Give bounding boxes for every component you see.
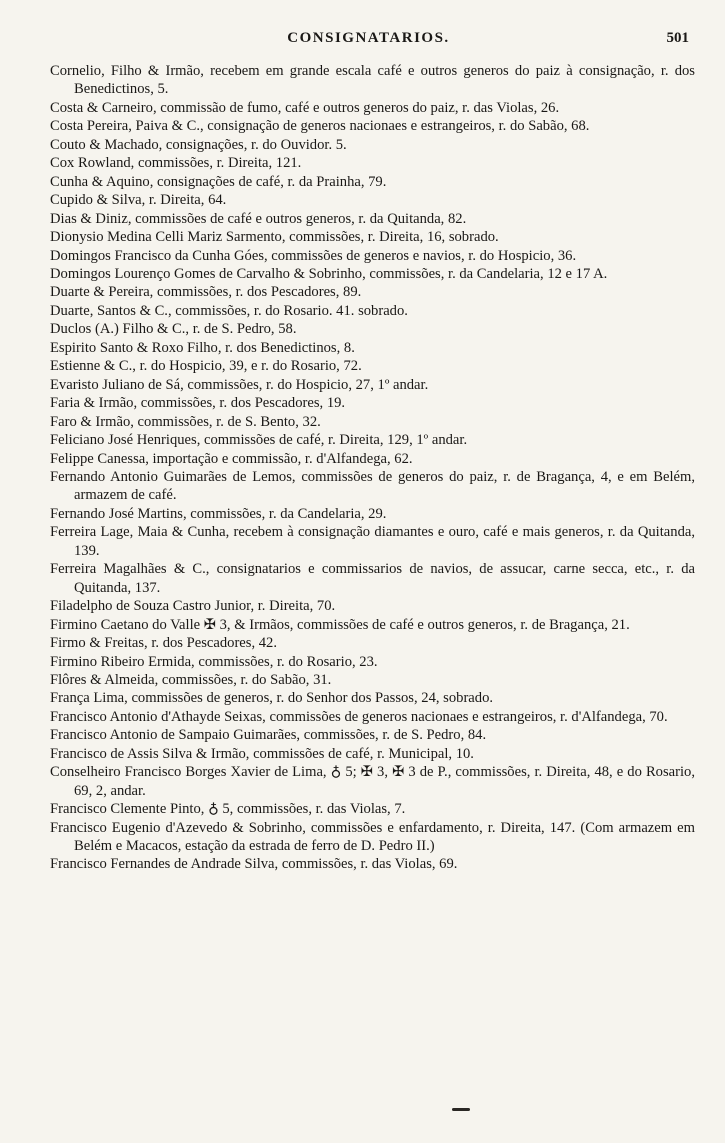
list-item: Evaristo Juliano de Sá, commissões, r. do Hospicio, 27, 1º andar. bbox=[50, 376, 429, 393]
list-item: Ferreira Magalhães & C., consignatarios e commissarios de navios, de assucar, carne secca, etc., r. da Quitanda, 137. bbox=[50, 561, 695, 596]
list-item: Cupido & Silva, r. Direita, 64. bbox=[50, 192, 227, 209]
list-item: Francisco Clemente Pinto, ♁ 5, commissões, r. das Violas, 7. bbox=[50, 801, 406, 818]
list-item: Cornelio, Filho & Irmão, recebem em grande escala café e outros generos do paiz à consignação, r. dos Benedictinos, 5. bbox=[50, 63, 695, 98]
list-item: Fernando Antonio Guimarães de Lemos, commissões de generos do paiz, r. de Bragança, 4, e em Belém, armazem de café. bbox=[50, 468, 695, 504]
list-item: Faro & Irmão, commissões, r. de S. Bento, 32. bbox=[50, 413, 321, 430]
list-item: Francisco Antonio de Sampaio Guimarães, commissões, r. de S. Pedro, 84. bbox=[50, 727, 487, 744]
list-item: Dias & Diniz, commissões de café e outros generos, r. da Quitanda, 82. bbox=[50, 210, 467, 227]
list-item: Duarte & Pereira, commissões, r. dos Pescadores, 89. bbox=[50, 284, 362, 301]
list-item: Feliciano José Henriques, commissões de café, r. Direita, 129, 1º andar. bbox=[50, 432, 468, 449]
list-item: Costa & Carneiro, commissão de fumo, café e outros generos do paiz, r. das Violas, 26. bbox=[50, 99, 560, 116]
section-title: CONSIGNATARIOS. bbox=[287, 30, 450, 46]
list-item: Domingos Lourenço Gomes de Carvalho & Sobrinho, commissões, r. da Candelaria, 12 e 17 A. bbox=[50, 265, 608, 282]
page-number: 501 bbox=[666, 30, 689, 46]
list-item: Filadelpho de Souza Castro Junior, r. Direita, 70. bbox=[50, 598, 336, 615]
list-item: França Lima, commissões de generos, r. do Senhor dos Passos, 24, sobrado. bbox=[50, 690, 494, 707]
list-item: Espirito Santo & Roxo Filho, r. dos Benedictinos, 8. bbox=[50, 339, 355, 356]
list-item: Francisco Fernandes de Andrade Silva, commissões, r. das Violas, 69. bbox=[50, 856, 458, 873]
list-item: Faria & Irmão, commissões, r. dos Pescadores, 19. bbox=[50, 395, 346, 412]
entry-list bbox=[50, 62, 695, 874]
list-item: Firmo & Freitas, r. dos Pescadores, 42. bbox=[50, 635, 277, 652]
list-item: Conselheiro Francisco Borges Xavier de Lima, ♁ 5; ✠ 3, ✠ 3 de P., commissões, r. Direita, 48, e do Rosario, 69, 2, andar. bbox=[50, 764, 695, 799]
list-item: Duarte, Santos & C., commissões, r. do Rosario. 41. sobrado. bbox=[50, 302, 408, 319]
list-item: Flôres & Almeida, commissões, r. do Sabão, 31. bbox=[50, 671, 332, 688]
list-item: Felippe Canessa, importação e commissão, r. d'Alfandega, 62. bbox=[50, 450, 413, 467]
footer-mark bbox=[452, 1108, 470, 1111]
list-item: Duclos (A.) Filho & C., r. de S. Pedro, 58. bbox=[50, 321, 297, 338]
list-item: Domingos Francisco da Cunha Góes, commissões de generos e navios, r. do Hospicio, 36. bbox=[50, 247, 577, 264]
list-item: Francisco Antonio d'Athayde Seixas, commissões de generos nacionaes e estrangeiros, r. d'Alfandega, 70. bbox=[50, 708, 668, 725]
list-item: Ferreira Lage, Maia & Cunha, recebem à consignação diamantes e ouro, café e mais generos, r. da Quitanda, 139. bbox=[50, 524, 695, 559]
list-item: Cunha & Aquino, consignações de café, r. da Prainha, 79. bbox=[50, 173, 387, 190]
list-item: Francisco Eugenio d'Azevedo & Sobrinho, commissões e enfardamento, r. Direita, 147. (Com armazem em Belém e Macacos, estação da estrada de ferro de D. Pedro II.) bbox=[50, 819, 695, 855]
list-item: Couto & Machado, consignações, r. do Ouvidor. 5. bbox=[50, 136, 347, 153]
list-item: Firmino Caetano do Valle ✠ 3, & Irmãos, commissões de café e outros generos, r. de Bragança, 21. bbox=[50, 616, 630, 633]
page-header bbox=[48, 30, 689, 54]
list-item: Firmino Ribeiro Ermida, commissões, r. do Rosario, 23. bbox=[50, 653, 378, 670]
list-item: Dionysio Medina Celli Mariz Sarmento, commissões, r. Direita, 16, sobrado. bbox=[50, 229, 499, 246]
list-item: Costa Pereira, Paiva & C., consignação de generos nacionaes e estrangeiros, r. do Sabão, 68. bbox=[50, 118, 590, 135]
list-item: Cox Rowland, commissões, r. Direita, 121. bbox=[50, 155, 302, 172]
list-item: Estienne & C., r. do Hospicio, 39, e r. do Rosario, 72. bbox=[50, 358, 362, 375]
list-item: Francisco de Assis Silva & Irmão, commissões de café, r. Municipal, 10. bbox=[50, 745, 474, 762]
list-item: Fernando José Martins, commissões, r. da Candelaria, 29. bbox=[50, 505, 387, 522]
